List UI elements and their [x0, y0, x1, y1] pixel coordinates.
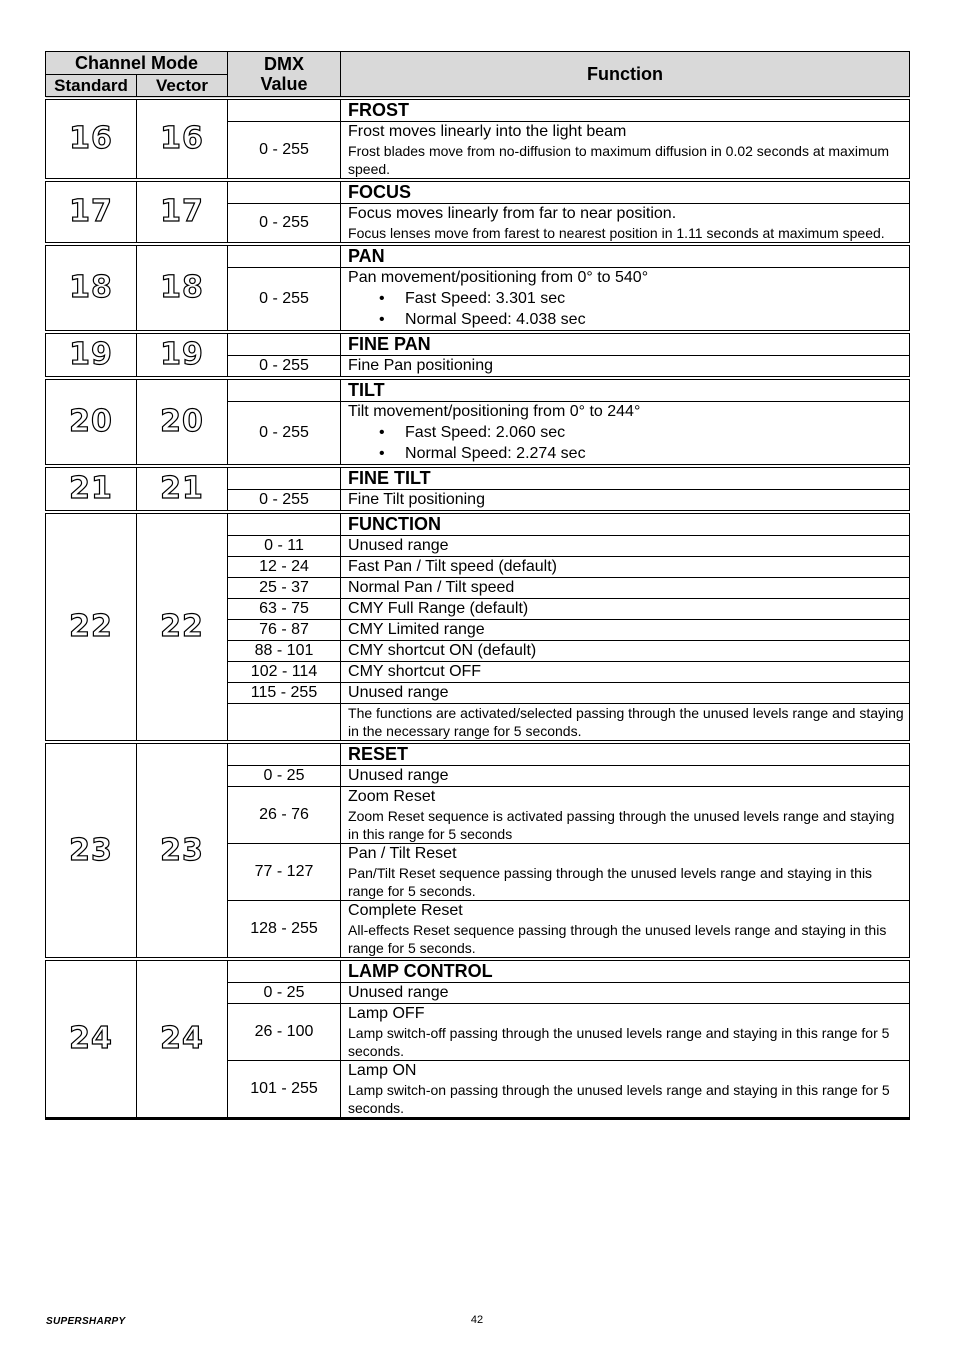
function-description	[341, 900, 910, 959]
function-text: Fine Tilt positioning	[348, 490, 485, 508]
function-title: FINE PAN	[341, 332, 910, 356]
function-text: Tilt movement/positioning from 0° to 244°	[348, 402, 641, 420]
speed-item: • Normal Speed: 2.274 sec	[405, 443, 905, 464]
dmx-value-header: DMX Value	[228, 52, 341, 98]
function-text: CMY shortcut ON (default)	[348, 641, 537, 659]
function-description	[341, 489, 910, 512]
function-description	[341, 843, 910, 900]
function-text: Lamp OFF	[348, 1004, 425, 1022]
channel-group-19	[46, 332, 910, 356]
value-cell-empty	[228, 180, 341, 204]
standard-channel-number: 18	[46, 244, 137, 332]
vector-channel-number: 22	[137, 512, 228, 742]
function-description	[341, 619, 910, 640]
function-text: Zoom Reset	[348, 787, 436, 805]
function-text: Unused range	[348, 683, 449, 701]
dmx-value: 77 - 127	[228, 843, 341, 900]
standard-channel-number: 21	[46, 466, 137, 512]
dmx-value: 128 - 255	[228, 900, 341, 959]
table-header	[46, 52, 910, 98]
dmx-value: 63 - 75	[228, 598, 341, 619]
dmx-value: 102 - 114	[228, 661, 341, 682]
function-title: FOCUS	[341, 180, 910, 204]
speed-list	[348, 422, 905, 464]
function-title: FROST	[341, 98, 910, 122]
dmx-value: 0 - 11	[228, 535, 341, 556]
function-text: Complete Reset	[348, 901, 463, 919]
function-description	[341, 401, 910, 466]
function-note: Lamp switch-off passing through the unused levels range and staying in this range for 5 seconds.	[348, 1024, 890, 1059]
value-cell-empty	[228, 742, 341, 766]
function-text: Pan / Tilt Reset	[348, 844, 457, 862]
dmx-value: 26 - 100	[228, 1003, 341, 1060]
standard-channel-number: 22	[46, 512, 137, 742]
speed-item: • Normal Speed: 4.038 sec	[405, 309, 905, 330]
function-text: CMY shortcut OFF	[348, 662, 482, 680]
function-text: Fine Pan positioning	[348, 356, 493, 374]
value-cell-empty	[228, 466, 341, 490]
vector-channel-number: 17	[137, 180, 228, 244]
dmx-value: 115 - 255	[228, 682, 341, 703]
function-description	[341, 556, 910, 577]
function-description	[341, 355, 910, 378]
dmx-value: 0 - 25	[228, 982, 341, 1003]
channel-mode-header: Channel Mode	[46, 52, 228, 75]
function-note: The functions are activated/selected passing through the unused levels range and staying in the necessary range for 5 seconds.	[348, 704, 904, 739]
function-title: PAN	[341, 244, 910, 268]
standard-channel-number: 20	[46, 378, 137, 466]
function-description	[341, 1060, 910, 1118]
function-text: Lamp ON	[348, 1061, 417, 1079]
standard-channel-number: 19	[46, 332, 137, 378]
function-description	[341, 765, 910, 786]
function-title: RESET	[341, 742, 910, 766]
dmx-value	[228, 703, 341, 742]
function-note: Zoom Reset sequence is activated passing through the unused levels range and staying in this range for 5 seconds	[348, 807, 895, 842]
page-number: 42	[470, 1314, 484, 1326]
dmx-value: 0 - 255	[228, 489, 341, 512]
function-note: Lamp switch-on passing through the unused levels range and staying in this range for 5 seconds.	[348, 1081, 890, 1116]
vector-channel-number: 20	[137, 378, 228, 466]
speed-item: • Fast Speed: 3.301 sec	[405, 288, 905, 309]
dmx-value: 76 - 87	[228, 619, 341, 640]
channel-group-20	[46, 378, 910, 402]
channel-group-17	[46, 180, 910, 204]
function-text: Unused range	[348, 536, 449, 554]
value-cell-empty	[228, 244, 341, 268]
dmx-value: 0 - 255	[228, 267, 341, 332]
dmx-value: 0 - 255	[228, 401, 341, 466]
dmx-value: 88 - 101	[228, 640, 341, 661]
vector-header: Vector	[137, 75, 228, 98]
vector-channel-number: 18	[137, 244, 228, 332]
channel-group-21	[46, 466, 910, 490]
value-cell-empty	[228, 378, 341, 402]
footer-brand: SUPERSHARPY	[46, 1316, 126, 1327]
dmx-value: 0 - 255	[228, 121, 341, 180]
speed-item: • Fast Speed: 2.060 sec	[405, 422, 905, 443]
function-note: Pan/Tilt Reset sequence passing through the unused levels range and staying in this range for 5 seconds.	[348, 864, 873, 899]
function-description	[341, 661, 910, 682]
standard-channel-number: 17	[46, 180, 137, 244]
function-text: Normal Pan / Tilt speed	[348, 578, 515, 596]
dmx-value: 26 - 76	[228, 786, 341, 843]
channel-group-16	[46, 98, 910, 122]
function-title: FINE TILT	[341, 466, 910, 490]
function-text: Fast Pan / Tilt speed (default)	[348, 557, 558, 575]
table-body	[46, 98, 910, 1119]
speed-list	[348, 288, 905, 330]
dmx-value: 25 - 37	[228, 577, 341, 598]
function-description	[341, 535, 910, 556]
function-title: FUNCTION	[341, 512, 910, 536]
function-text: CMY Full Range (default)	[348, 599, 529, 617]
standard-header: Standard	[46, 75, 137, 98]
function-description	[341, 786, 910, 843]
function-description	[341, 203, 910, 244]
vector-channel-number: 19	[137, 332, 228, 378]
function-text: Unused range	[348, 766, 449, 784]
channel-group-23	[46, 742, 910, 766]
vector-channel-number: 24	[137, 959, 228, 1119]
channel-group-22	[46, 512, 910, 536]
vector-channel-number: 23	[137, 742, 228, 959]
function-title: TILT	[341, 378, 910, 402]
function-title: LAMP CONTROL	[341, 959, 910, 983]
vector-channel-number: 21	[137, 466, 228, 512]
vector-channel-number: 16	[137, 98, 228, 180]
function-note: Frost blades move from no-diffusion to maximum diffusion in 0.02 seconds at maximum speed.	[348, 142, 890, 177]
dmx-value: 0 - 255	[228, 355, 341, 378]
standard-channel-number: 16	[46, 98, 137, 180]
channel-group-18	[46, 244, 910, 268]
function-note: Focus lenses move from farest to nearest position in 1.11 seconds at maximum speed.	[348, 224, 885, 241]
dmx-value: 101 - 255	[228, 1060, 341, 1118]
value-cell-empty	[228, 512, 341, 536]
channel-group-24	[46, 959, 910, 983]
function-description	[341, 703, 910, 742]
function-description	[341, 640, 910, 661]
function-text: Pan movement/positioning from 0° to 540°	[348, 268, 649, 286]
dmx-channel-table	[45, 51, 910, 1120]
value-cell-empty	[228, 98, 341, 122]
function-header: Function	[341, 52, 910, 98]
function-description	[341, 267, 910, 332]
function-text: Frost moves linearly into the light beam	[348, 122, 627, 140]
dmx-value: 0 - 255	[228, 203, 341, 244]
standard-channel-number: 23	[46, 742, 137, 959]
dmx-value: 0 - 25	[228, 765, 341, 786]
dmx-value: 12 - 24	[228, 556, 341, 577]
function-description	[341, 982, 910, 1003]
value-cell-empty	[228, 959, 341, 983]
function-note: All-effects Reset sequence passing through the unused levels range and staying in this range for 5 seconds.	[348, 921, 887, 956]
function-text: CMY Limited range	[348, 620, 485, 638]
function-description	[341, 577, 910, 598]
function-description	[341, 1003, 910, 1060]
function-description	[341, 121, 910, 180]
function-description	[341, 598, 910, 619]
value-cell-empty	[228, 332, 341, 356]
function-text: Unused range	[348, 983, 449, 1001]
function-description	[341, 682, 910, 703]
standard-channel-number: 24	[46, 959, 137, 1119]
function-text: Focus moves linearly from far to near position.	[348, 204, 677, 222]
